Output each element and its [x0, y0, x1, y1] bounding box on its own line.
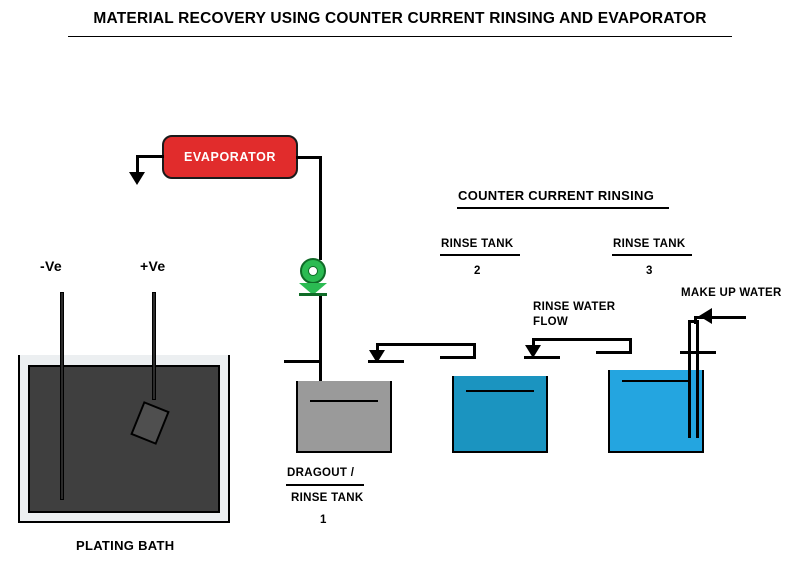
- tank-1-number: 1: [320, 514, 327, 526]
- plating-bath-label: PLATING BATH: [76, 538, 175, 553]
- tank-1-label-line1: DRAGOUT /: [287, 467, 355, 479]
- evaporator-feed-pipe-vertical: [319, 156, 322, 260]
- tank-2-number: 2: [474, 265, 481, 277]
- plating-bath-liquid-surface: [28, 365, 220, 367]
- section-heading-underline: [457, 207, 669, 209]
- pump-hub-icon: [308, 266, 318, 276]
- tank-1-label-underline: [286, 484, 364, 486]
- electrode-positive-label: +Ve: [140, 258, 166, 274]
- tank-3-to-tank-2-pipe: [532, 338, 632, 341]
- plating-bath-liquid: [28, 365, 220, 513]
- tank-2-rim-left: [440, 356, 476, 359]
- rinse-water-flow-label-line2: FLOW: [533, 316, 569, 328]
- title-underline: [68, 36, 732, 37]
- evaporator-return-arrow: [129, 172, 145, 185]
- tank-3-label-underline: [612, 254, 692, 256]
- tank-2-rinse: [452, 376, 548, 453]
- evaporator-return-pipe-horizontal: [136, 155, 164, 158]
- tank-3-number: 3: [646, 265, 653, 277]
- cathode-rod: [60, 292, 64, 500]
- tank-2-label: RINSE TANK: [441, 238, 514, 250]
- tank-3-rim-left: [596, 351, 632, 354]
- make-up-water-dip-pipe-left: [688, 322, 691, 438]
- tank-3-label: RINSE TANK: [613, 238, 686, 250]
- tank-2-liquid-surface: [466, 390, 534, 392]
- electrode-negative-label: -Ve: [40, 258, 62, 274]
- page-title: MATERIAL RECOVERY USING COUNTER CURRENT RINSING AND EVAPORATOR: [93, 10, 707, 27]
- tank-1-label-line2: RINSE TANK: [291, 492, 364, 504]
- section-heading: COUNTER CURRENT RINSING: [458, 188, 655, 203]
- tank-1-dragout-rinse: [296, 381, 392, 453]
- tank-1-rim-left: [284, 360, 320, 363]
- make-up-water-arrow: [699, 308, 712, 324]
- tank-2-label-underline: [440, 254, 520, 256]
- rinse-water-flow-label-line1: RINSE WATER: [533, 301, 616, 313]
- tank-2-to-tank-1-pipe: [376, 343, 476, 346]
- anode-rod: [152, 292, 156, 400]
- make-up-water-label: MAKE UP WATER: [681, 287, 782, 299]
- tank-3-liquid-surface: [622, 380, 690, 382]
- pump-foot-icon: [299, 293, 327, 296]
- evaporator-block[interactable]: EVAPORATOR: [162, 135, 298, 179]
- tank-3-to-tank-2-arrow: [525, 345, 541, 358]
- tank-1-liquid-surface: [310, 400, 378, 402]
- tank-2-to-tank-1-arrow: [369, 350, 385, 363]
- make-up-water-dip-pipe-top: [688, 320, 699, 323]
- make-up-water-dip-pipe-right: [696, 322, 699, 438]
